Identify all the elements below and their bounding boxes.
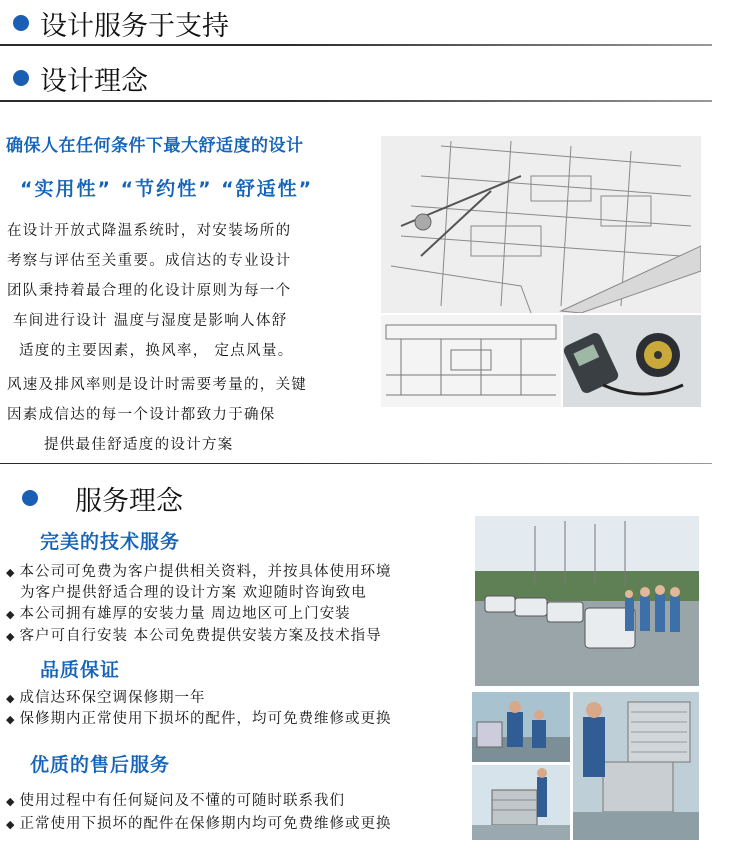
diamond-bullet-icon: ◆	[6, 818, 16, 831]
duct-drawing-image	[381, 315, 561, 407]
design-headline: 确保人在任何条件下最大舒适度的设计	[6, 136, 304, 156]
list-item: ◆ 保修期内正常使用下损坏的配件，均可免费维修或更换	[6, 711, 392, 727]
design-paragraph-line: 提供最佳舒适度的设计方案	[44, 437, 234, 453]
section-divider	[0, 100, 712, 102]
blueprint-image	[381, 136, 701, 313]
anemometer-image	[563, 315, 701, 407]
section-title-support: 设计服务于支持	[40, 11, 229, 42]
design-paragraph-line: 因素成信达的每一个设计都致力于确保	[7, 407, 276, 423]
list-item: ◆ 客户可自行安装 本公司免费提供安装方案及技术指导	[6, 628, 382, 644]
list-item: ◆ 使用过程中有任何疑问及不懂的可随时联系我们	[6, 793, 345, 809]
cooling-unit-technician-photo	[573, 692, 699, 840]
diamond-bullet-icon: ◆	[6, 566, 16, 579]
list-item: ◆ 本公司可免费为客户提供相关资料，并按具体使用环境	[6, 564, 392, 580]
rooftop-unit-photo	[472, 765, 570, 840]
section-bullet-icon	[22, 490, 38, 506]
section-divider	[0, 44, 712, 46]
design-paragraph-line: 考察与评估至关重要。成信达的专业设计	[7, 253, 292, 269]
design-paragraph-line: 团队秉持着最合理的化设计原则为每一个	[7, 283, 292, 299]
list-item: ◆ 成信达环保空调保修期一年	[6, 690, 206, 706]
diamond-bullet-icon: ◆	[6, 795, 16, 808]
section-title-service: 服务理念	[75, 486, 183, 517]
list-item: 为客户提供舒适合理的设计方案 欢迎随时咨询致电	[20, 585, 367, 601]
design-paragraph-line: 适度的主要因素，换风率， 定点风量。	[19, 343, 294, 359]
list-item: ◆ 正常使用下损坏的配件在保修期内均可免费维修或更换	[6, 816, 392, 832]
design-paragraph-line: 风速及排风率则是设计时需要考量的，关键	[7, 377, 308, 393]
aftersale-heading: 优质的售后服务	[30, 754, 171, 776]
quality-heading: 品质保证	[40, 659, 121, 681]
design-tagline: “实用性” “节约性” “舒适性”	[20, 178, 314, 200]
diamond-bullet-icon: ◆	[6, 608, 16, 621]
design-paragraph-line: 车间进行设计 温度与湿度是影响人体舒	[13, 313, 288, 329]
diamond-bullet-icon: ◆	[6, 692, 16, 705]
tech-service-heading: 完美的技术服务	[40, 531, 181, 553]
section-title-design: 设计理念	[40, 66, 148, 97]
workers-installing-photo	[472, 692, 570, 762]
design-paragraph-line: 在设计开放式降温系统时，对安装场所的	[7, 223, 292, 239]
section-bullet-icon	[13, 70, 29, 86]
service-vehicles-photo	[475, 516, 699, 686]
section-bullet-icon	[13, 15, 29, 31]
section-divider	[0, 463, 712, 464]
list-item: ◆ 本公司拥有雄厚的安装力量 周边地区可上门安装	[6, 606, 351, 622]
diamond-bullet-icon: ◆	[6, 630, 16, 643]
diamond-bullet-icon: ◆	[6, 713, 16, 726]
